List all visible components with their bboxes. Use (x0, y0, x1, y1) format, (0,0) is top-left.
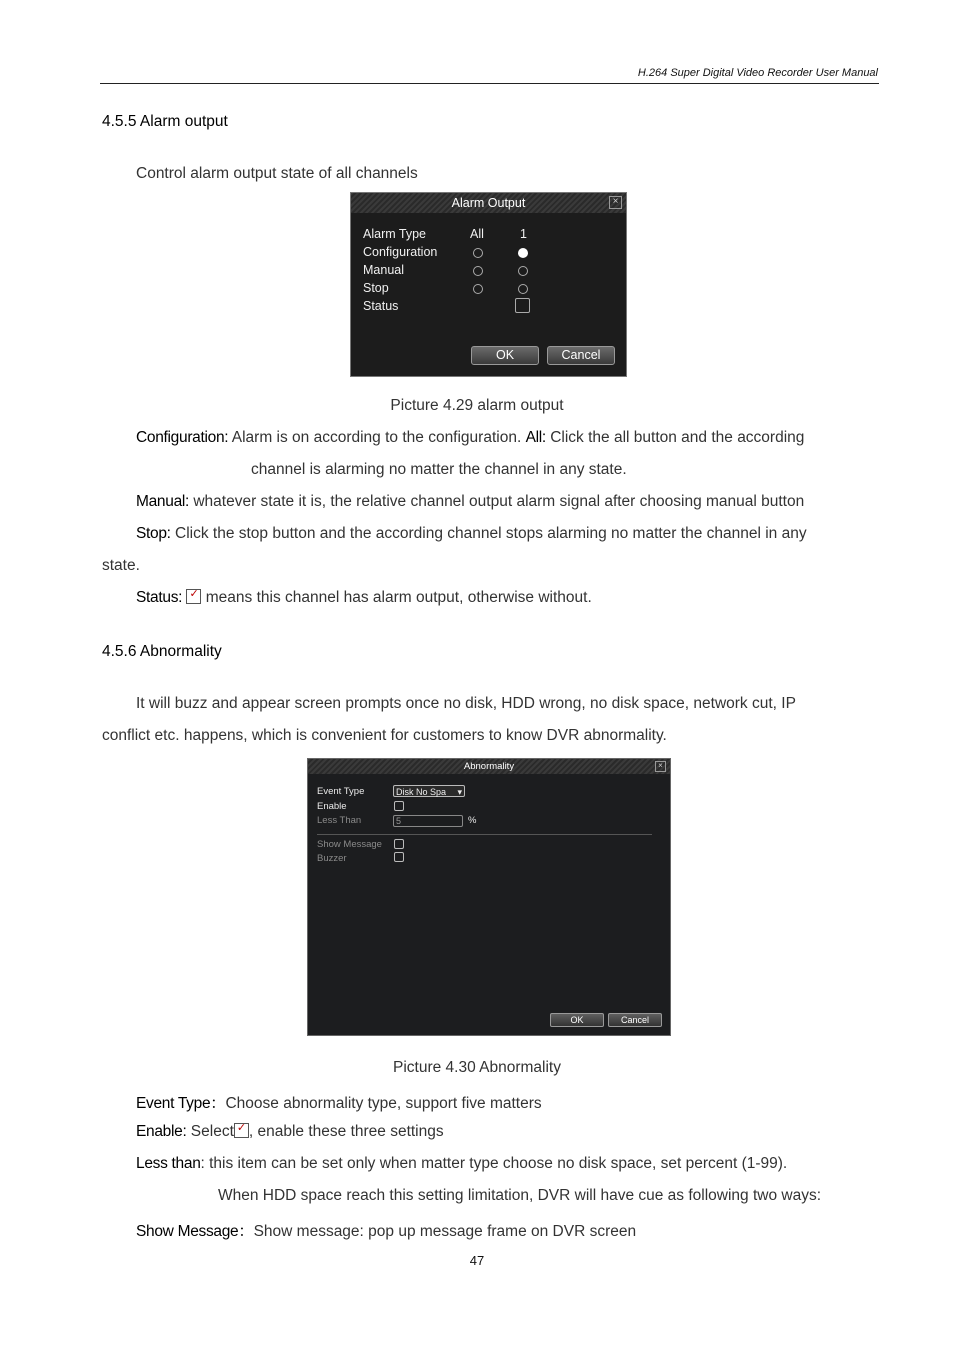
row-status-label: Status (363, 299, 399, 313)
page-number: 47 (469, 1253, 485, 1268)
configuration-text: Alarm is on according to the configuration. (228, 429, 526, 446)
enable-text-a: Select (186, 1123, 234, 1140)
row-manual-label: Manual (363, 263, 404, 277)
enable-label: Enable (317, 801, 347, 812)
manual-text: whatever state it is, the relative channel output alarm signal after choosing manual button (189, 493, 805, 510)
less-than-label: Less Than (317, 815, 362, 826)
checked-box-icon (186, 589, 201, 604)
stop-paragraph (136, 525, 807, 543)
event-type-value: Disk No Spa (396, 787, 447, 797)
enable-checkbox[interactable] (394, 801, 404, 811)
section-heading-abnormality: 4.5.6 Abnormality (102, 643, 222, 660)
close-icon[interactable]: × (655, 761, 666, 772)
header-rule (100, 83, 879, 84)
configuration-ch1-radio[interactable] (518, 248, 528, 258)
column-channel-1-label: 1 (520, 227, 527, 241)
enable-term: Enable: (136, 1123, 187, 1140)
show-message-label: Show Message (317, 839, 382, 850)
event-type-term: Event Type： (136, 1095, 226, 1112)
alarm-output-intro: Control alarm output state of all channels (136, 165, 418, 182)
status-text: means this channel has alarm output, otherwise without. (201, 589, 592, 606)
buzzer-label: Buzzer (317, 853, 347, 864)
event-type-label: Event Type (317, 786, 365, 797)
ok-button[interactable]: OK (550, 1013, 604, 1027)
cancel-button[interactable]: Cancel (608, 1013, 662, 1027)
show-message-checkbox[interactable] (394, 839, 404, 849)
figure-caption-4-29: Picture 4.29 alarm output (390, 397, 564, 414)
chevron-down-icon: ▾ (457, 787, 462, 797)
less-than-text-continuation: When HDD space reach this setting limitation, DVR will have cue as following two ways: (218, 1187, 822, 1204)
less-than-paragraph (136, 1155, 787, 1173)
section-heading-alarm-output: 4.5.5 Alarm output (102, 113, 228, 130)
show-message-paragraph (136, 1219, 636, 1241)
show-message-term: Show Message： (136, 1223, 254, 1240)
divider (317, 834, 652, 835)
abnormality-dialog (307, 758, 671, 1036)
alarm-type-label: Alarm Type (363, 227, 426, 241)
manual-ch1-radio[interactable] (518, 266, 528, 276)
column-all-label: All (470, 227, 484, 241)
manual-paragraph (136, 493, 804, 511)
row-stop-label: Stop (363, 281, 389, 295)
cancel-button[interactable]: Cancel (547, 346, 615, 365)
event-type-select[interactable] (393, 785, 465, 797)
all-text: Click the all button and the according (545, 429, 805, 446)
stop-text-continuation: state. (102, 557, 140, 574)
enable-paragraph (136, 1123, 444, 1141)
close-icon[interactable]: × (609, 196, 622, 209)
less-than-text: : this item can be set only when matter type choose no disk space, set percent (1-99). (200, 1155, 788, 1172)
all-text-continuation: channel is alarming no matter the channel in any state. (251, 461, 627, 478)
stop-ch1-radio[interactable] (518, 284, 528, 294)
stop-term: Stop: (136, 525, 171, 542)
dialog-title: Alarm Output (351, 193, 626, 213)
less-than-input[interactable]: 5 (393, 815, 463, 827)
configuration-all-radio[interactable] (473, 248, 483, 258)
buzzer-checkbox[interactable] (394, 852, 404, 862)
dialog-title: Abnormality (308, 759, 670, 774)
event-type-text: Choose abnormality type, support five matters (225, 1095, 542, 1112)
show-message-text: Show message: pop up message frame on DVR screen (253, 1223, 637, 1240)
status-term: Status: (136, 589, 183, 606)
manual-title: H.264 Super Digital Video Recorder User Manual (637, 67, 878, 79)
stop-all-radio[interactable] (473, 284, 483, 294)
abnormality-intro-line2: conflict etc. happens, which is convenient for customers to know DVR abnormality. (102, 727, 667, 744)
configuration-term: Configuration: (136, 429, 229, 446)
configuration-paragraph (136, 429, 804, 447)
less-than-term: Less than (136, 1155, 201, 1172)
status-ch1-checkbox[interactable] (515, 298, 530, 313)
stop-text: Click the stop button and the according channel stops alarming no matter the channel in any (170, 525, 807, 542)
alarm-output-dialog (350, 192, 627, 377)
figure-caption-4-30: Picture 4.30 Abnormality (392, 1059, 561, 1076)
row-configuration-label: Configuration (363, 245, 438, 259)
manual-term: Manual: (136, 493, 190, 510)
all-term: All: (525, 429, 546, 446)
checked-box-icon (234, 1123, 249, 1138)
abnormality-intro-line1: It will buzz and appear screen prompts once no disk, HDD wrong, no disk space, network cut, IP (136, 695, 796, 712)
manual-all-radio[interactable] (473, 266, 483, 276)
enable-text-b: , enable these three settings (248, 1123, 444, 1140)
percent-sign: % (468, 815, 477, 826)
status-paragraph (136, 589, 592, 607)
ok-button[interactable]: OK (471, 346, 539, 365)
event-type-paragraph (136, 1091, 542, 1113)
